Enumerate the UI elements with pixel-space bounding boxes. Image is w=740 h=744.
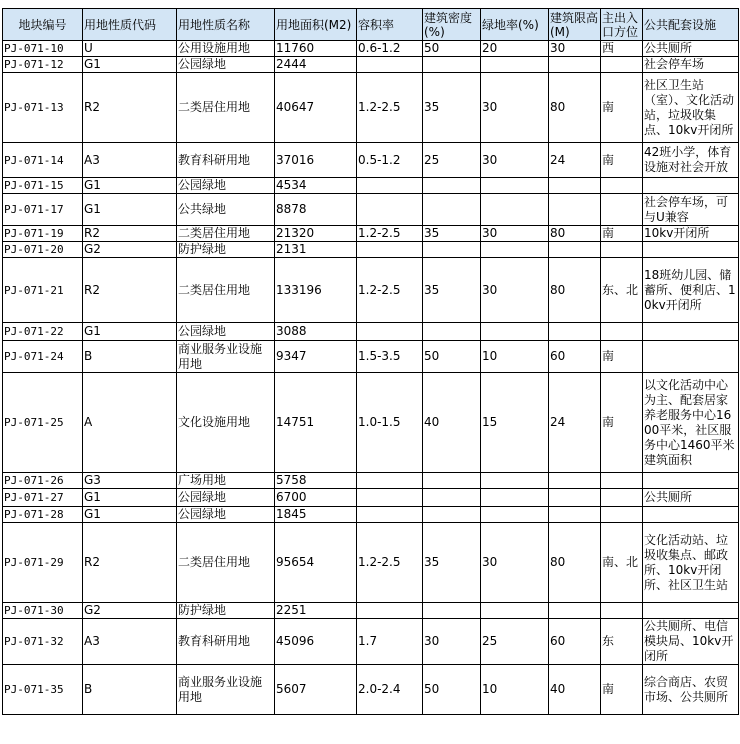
cell-green-ratio: 30 [481,523,549,603]
cell-height-limit [549,194,601,226]
cell-land-use-code: G1 [83,507,177,523]
land-use-table [2,8,739,715]
cell-green-ratio: 10 [481,341,549,373]
cell-green-ratio [481,194,549,226]
cell-main-entrance [601,194,643,226]
table-row [3,242,739,258]
header-building-density: 建筑密度(%) [423,9,481,41]
cell-floor-area-ratio: 0.5-1.2 [357,143,423,178]
cell-floor-area-ratio [357,323,423,341]
table-row [3,603,739,619]
cell-land-use-name: 二类居住用地 [177,226,275,242]
cell-public-facilities: 以文化活动中心为主、配套居家养老服务中心1600平米，社区服务中心1460平米建筑面积 [643,373,739,473]
cell-green-ratio [481,507,549,523]
cell-floor-area-ratio: 1.2-2.5 [357,258,423,323]
cell-parcel-id: PJ-071-17 [3,194,83,226]
cell-main-entrance: 西 [601,41,643,57]
cell-land-use-name: 公园绿地 [177,323,275,341]
cell-land-use-name: 公园绿地 [177,57,275,73]
cell-main-entrance [601,242,643,258]
cell-land-use-code: G1 [83,323,177,341]
table-row [3,323,739,341]
table-row [3,665,739,715]
cell-land-use-name: 教育科研用地 [177,619,275,665]
cell-land-area: 3088 [275,323,357,341]
cell-green-ratio: 10 [481,665,549,715]
cell-green-ratio [481,242,549,258]
cell-land-use-code: A3 [83,143,177,178]
cell-building-density: 35 [423,73,481,143]
cell-floor-area-ratio [357,178,423,194]
cell-parcel-id: PJ-071-15 [3,178,83,194]
cell-building-density [423,507,481,523]
table-row [3,258,739,323]
header-public-facilities: 公共配套设施 [643,9,739,41]
cell-land-use-name: 公园绿地 [177,507,275,523]
cell-parcel-id: PJ-071-22 [3,323,83,341]
table-row [3,73,739,143]
cell-main-entrance: 南 [601,665,643,715]
cell-floor-area-ratio [357,57,423,73]
cell-main-entrance: 东、北 [601,258,643,323]
cell-land-area: 37016 [275,143,357,178]
cell-parcel-id: PJ-071-35 [3,665,83,715]
cell-public-facilities: 公共厕所 [643,489,739,507]
cell-public-facilities [643,242,739,258]
cell-building-density: 50 [423,341,481,373]
cell-land-area: 45096 [275,619,357,665]
cell-land-use-name: 防护绿地 [177,603,275,619]
cell-floor-area-ratio [357,242,423,258]
cell-floor-area-ratio: 1.0-1.5 [357,373,423,473]
cell-height-limit [549,242,601,258]
cell-main-entrance: 南 [601,373,643,473]
cell-land-use-code: G1 [83,489,177,507]
table-row [3,473,739,489]
cell-height-limit: 60 [549,619,601,665]
cell-public-facilities [643,473,739,489]
cell-parcel-id: PJ-071-29 [3,523,83,603]
table-row [3,41,739,57]
cell-land-use-name: 公用设施用地 [177,41,275,57]
cell-green-ratio: 30 [481,258,549,323]
header-height-limit: 建筑限高(M) [549,9,601,41]
cell-green-ratio: 25 [481,619,549,665]
cell-height-limit: 40 [549,665,601,715]
cell-land-use-name: 商业服务业设施用地 [177,665,275,715]
cell-land-use-name: 公园绿地 [177,489,275,507]
table-row [3,341,739,373]
cell-land-use-code: G1 [83,194,177,226]
cell-green-ratio [481,323,549,341]
table-row [3,226,739,242]
cell-land-area: 21320 [275,226,357,242]
cell-parcel-id: PJ-071-28 [3,507,83,523]
cell-building-density [423,242,481,258]
cell-parcel-id: PJ-071-32 [3,619,83,665]
cell-main-entrance [601,603,643,619]
cell-parcel-id: PJ-071-27 [3,489,83,507]
cell-height-limit: 24 [549,373,601,473]
header-land-use-name: 用地性质名称 [177,9,275,41]
cell-land-use-code: U [83,41,177,57]
cell-building-density [423,323,481,341]
cell-height-limit: 24 [549,143,601,178]
cell-main-entrance: 南 [601,143,643,178]
cell-main-entrance [601,507,643,523]
cell-green-ratio: 15 [481,373,549,473]
cell-land-area: 11760 [275,41,357,57]
cell-land-area: 4534 [275,178,357,194]
cell-parcel-id: PJ-071-21 [3,258,83,323]
cell-public-facilities [643,603,739,619]
cell-floor-area-ratio: 0.6-1.2 [357,41,423,57]
header-floor-area-ratio: 容积率 [357,9,423,41]
cell-green-ratio: 30 [481,226,549,242]
header-parcel-id: 地块编号 [3,9,83,41]
cell-land-area: 2444 [275,57,357,73]
cell-public-facilities: 公共厕所、电信模块局、10kv开闭所 [643,619,739,665]
cell-land-use-code: R2 [83,258,177,323]
cell-land-use-name: 防护绿地 [177,242,275,258]
cell-main-entrance [601,178,643,194]
cell-parcel-id: PJ-071-12 [3,57,83,73]
cell-height-limit [549,178,601,194]
table-row [3,57,739,73]
cell-floor-area-ratio [357,489,423,507]
cell-height-limit [549,57,601,73]
cell-land-area: 2251 [275,603,357,619]
cell-parcel-id: PJ-071-14 [3,143,83,178]
cell-land-area: 1845 [275,507,357,523]
cell-land-use-name: 文化设施用地 [177,373,275,473]
cell-height-limit [549,323,601,341]
cell-public-facilities: 42班小学，体育设施对社会开放 [643,143,739,178]
cell-building-density: 50 [423,665,481,715]
cell-main-entrance: 南 [601,341,643,373]
cell-height-limit [549,603,601,619]
cell-main-entrance: 东 [601,619,643,665]
cell-building-density [423,194,481,226]
cell-building-density [423,178,481,194]
table-row [3,507,739,523]
cell-main-entrance: 南 [601,73,643,143]
cell-land-use-name: 二类居住用地 [177,258,275,323]
cell-land-use-name: 公园绿地 [177,178,275,194]
cell-height-limit: 80 [549,73,601,143]
cell-building-density: 40 [423,373,481,473]
cell-public-facilities: 公共厕所 [643,41,739,57]
cell-parcel-id: PJ-071-13 [3,73,83,143]
cell-green-ratio [481,489,549,507]
cell-land-area: 2131 [275,242,357,258]
cell-land-use-name: 二类居住用地 [177,73,275,143]
table-row [3,373,739,473]
cell-building-density: 25 [423,143,481,178]
cell-public-facilities: 社区卫生站（室）、文化活动站，垃圾收集点、10kv开闭所 [643,73,739,143]
cell-building-density: 50 [423,41,481,57]
cell-height-limit [549,473,601,489]
cell-building-density [423,603,481,619]
cell-land-area: 5758 [275,473,357,489]
cell-main-entrance: 南、北 [601,523,643,603]
cell-land-use-code: R2 [83,73,177,143]
cell-land-area: 8878 [275,194,357,226]
cell-green-ratio [481,57,549,73]
cell-parcel-id: PJ-071-24 [3,341,83,373]
cell-green-ratio [481,473,549,489]
cell-building-density [423,489,481,507]
cell-land-area: 5607 [275,665,357,715]
cell-parcel-id: PJ-071-30 [3,603,83,619]
cell-land-use-code: B [83,665,177,715]
cell-public-facilities: 社会停车场 [643,57,739,73]
cell-floor-area-ratio [357,473,423,489]
cell-floor-area-ratio: 1.2-2.5 [357,73,423,143]
cell-green-ratio [481,178,549,194]
cell-building-density [423,57,481,73]
cell-land-use-code: R2 [83,523,177,603]
cell-land-area: 14751 [275,373,357,473]
table-row [3,143,739,178]
table-row [3,619,739,665]
cell-height-limit [549,507,601,523]
cell-public-facilities [643,323,739,341]
cell-building-density [423,473,481,489]
cell-main-entrance [601,57,643,73]
cell-building-density: 35 [423,258,481,323]
table-row [3,178,739,194]
cell-green-ratio [481,603,549,619]
cell-public-facilities: 社会停车场，可与U兼容 [643,194,739,226]
cell-height-limit: 30 [549,41,601,57]
cell-main-entrance: 南 [601,226,643,242]
cell-land-use-code: B [83,341,177,373]
cell-parcel-id: PJ-071-10 [3,41,83,57]
table-row [3,523,739,603]
cell-land-use-code: A [83,373,177,473]
cell-public-facilities: 综合商店、农贸市场、公共厕所 [643,665,739,715]
cell-main-entrance [601,473,643,489]
table-row [3,194,739,226]
cell-floor-area-ratio: 1.2-2.5 [357,523,423,603]
cell-height-limit: 80 [549,226,601,242]
cell-main-entrance [601,323,643,341]
cell-public-facilities [643,341,739,373]
cell-green-ratio: 30 [481,73,549,143]
cell-green-ratio: 30 [481,143,549,178]
cell-floor-area-ratio [357,507,423,523]
cell-main-entrance [601,489,643,507]
cell-height-limit: 80 [549,258,601,323]
cell-land-use-code: A3 [83,619,177,665]
cell-land-area: 9347 [275,341,357,373]
cell-building-density: 30 [423,619,481,665]
cell-public-facilities: 10kv开闭所 [643,226,739,242]
cell-height-limit: 80 [549,523,601,603]
cell-building-density: 35 [423,226,481,242]
cell-height-limit: 60 [549,341,601,373]
cell-floor-area-ratio [357,194,423,226]
header-main-entrance: 主出入口方位 [601,9,643,41]
cell-land-use-code: G1 [83,178,177,194]
cell-parcel-id: PJ-071-20 [3,242,83,258]
cell-parcel-id: PJ-071-26 [3,473,83,489]
table-row [3,489,739,507]
cell-floor-area-ratio: 1.7 [357,619,423,665]
cell-land-use-name: 公共绿地 [177,194,275,226]
cell-land-use-name: 二类居住用地 [177,523,275,603]
header-land-use-code: 用地性质代码 [83,9,177,41]
cell-floor-area-ratio: 1.2-2.5 [357,226,423,242]
cell-land-area: 40647 [275,73,357,143]
header-land-area: 用地面积(M2) [275,9,357,41]
cell-land-use-code: R2 [83,226,177,242]
cell-land-use-name: 教育科研用地 [177,143,275,178]
cell-land-area: 6700 [275,489,357,507]
cell-height-limit [549,489,601,507]
cell-public-facilities [643,507,739,523]
cell-public-facilities [643,178,739,194]
cell-building-density: 35 [423,523,481,603]
cell-public-facilities: 18班幼儿园、储蓄所、便利店、10kv开闭所 [643,258,739,323]
cell-land-area: 95654 [275,523,357,603]
header-green-ratio: 绿地率(%) [481,9,549,41]
cell-public-facilities: 文化活动站、垃圾收集点、邮政所、10kv开闭所、社区卫生站 [643,523,739,603]
cell-floor-area-ratio: 1.5-3.5 [357,341,423,373]
cell-land-use-code: G2 [83,242,177,258]
cell-parcel-id: PJ-071-25 [3,373,83,473]
cell-land-use-code: G3 [83,473,177,489]
cell-land-use-code: G2 [83,603,177,619]
cell-land-use-name: 商业服务业设施用地 [177,341,275,373]
cell-floor-area-ratio [357,603,423,619]
header-row [3,9,739,41]
cell-land-use-code: G1 [83,57,177,73]
cell-green-ratio: 20 [481,41,549,57]
cell-parcel-id: PJ-071-19 [3,226,83,242]
cell-land-area: 133196 [275,258,357,323]
cell-land-use-name: 广场用地 [177,473,275,489]
cell-floor-area-ratio: 2.0-2.4 [357,665,423,715]
